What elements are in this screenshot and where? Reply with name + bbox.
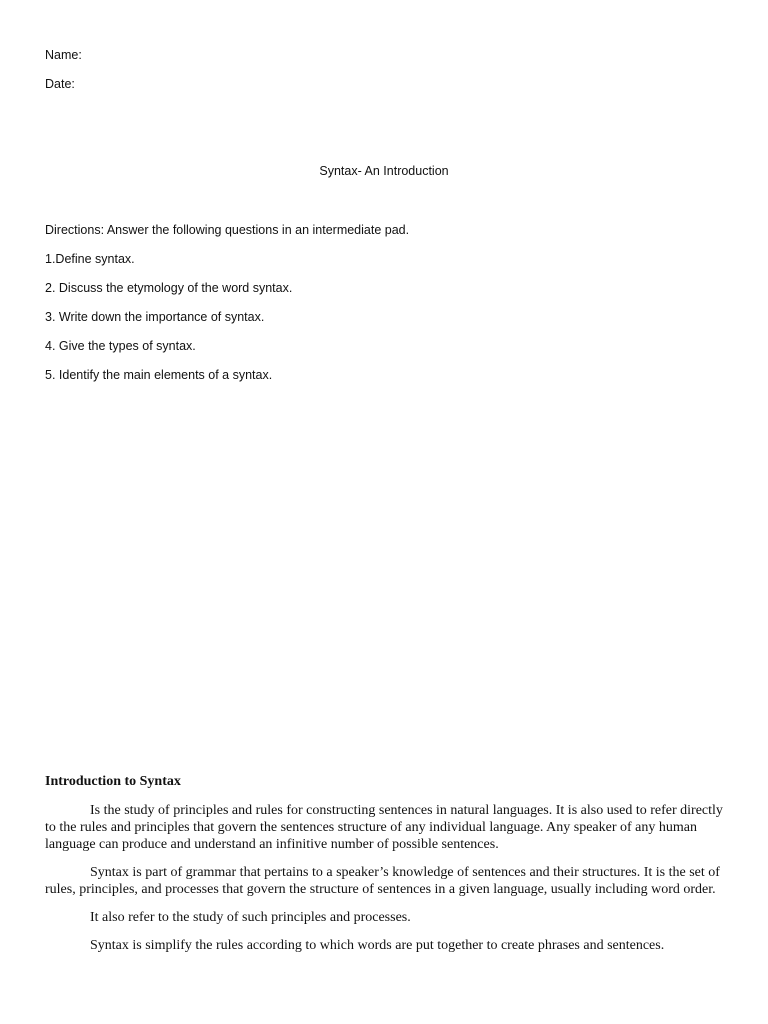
question-item: 2. Discuss the etymology of the word syntax. bbox=[45, 281, 293, 295]
question-item: 3. Write down the importance of syntax. bbox=[45, 310, 265, 324]
question-item: 5. Identify the main elements of a syntax. bbox=[45, 368, 273, 382]
introduction-body bbox=[45, 802, 723, 965]
introduction-paragraph: Syntax is simplify the rules according to which words are put together to create phrases and sentences. bbox=[90, 938, 665, 953]
date-field-label: Date: bbox=[45, 77, 75, 91]
directions-text: Directions: Answer the following questions in an intermediate pad. bbox=[45, 223, 410, 237]
name-field-label: Name: bbox=[45, 48, 82, 62]
question-item: 1.Define syntax. bbox=[45, 252, 135, 266]
introduction-paragraph: It also refer to the study of such principles and processes. bbox=[90, 910, 411, 925]
introduction-paragraph: Is the study of principles and rules for constructing sentences in natural languages. It is also used to refer directly to the rules and principles that govern the sentences structure of any individual language. Any speaker of any human language can produce and understand an infinitive number of possible sentences. bbox=[45, 803, 723, 852]
introduction-paragraph: Syntax is part of grammar that pertains to a speaker’s knowledge of sentences and their structures. It is the set of rules, principles, and processes that govern the structure of sentences in a given language, usually including word order. bbox=[45, 865, 720, 897]
question-item: 4. Give the types of syntax. bbox=[45, 339, 196, 353]
document-title: Syntax- An Introduction bbox=[319, 164, 449, 178]
question-list bbox=[45, 251, 292, 396]
introduction-heading: Introduction to Syntax bbox=[45, 774, 181, 789]
